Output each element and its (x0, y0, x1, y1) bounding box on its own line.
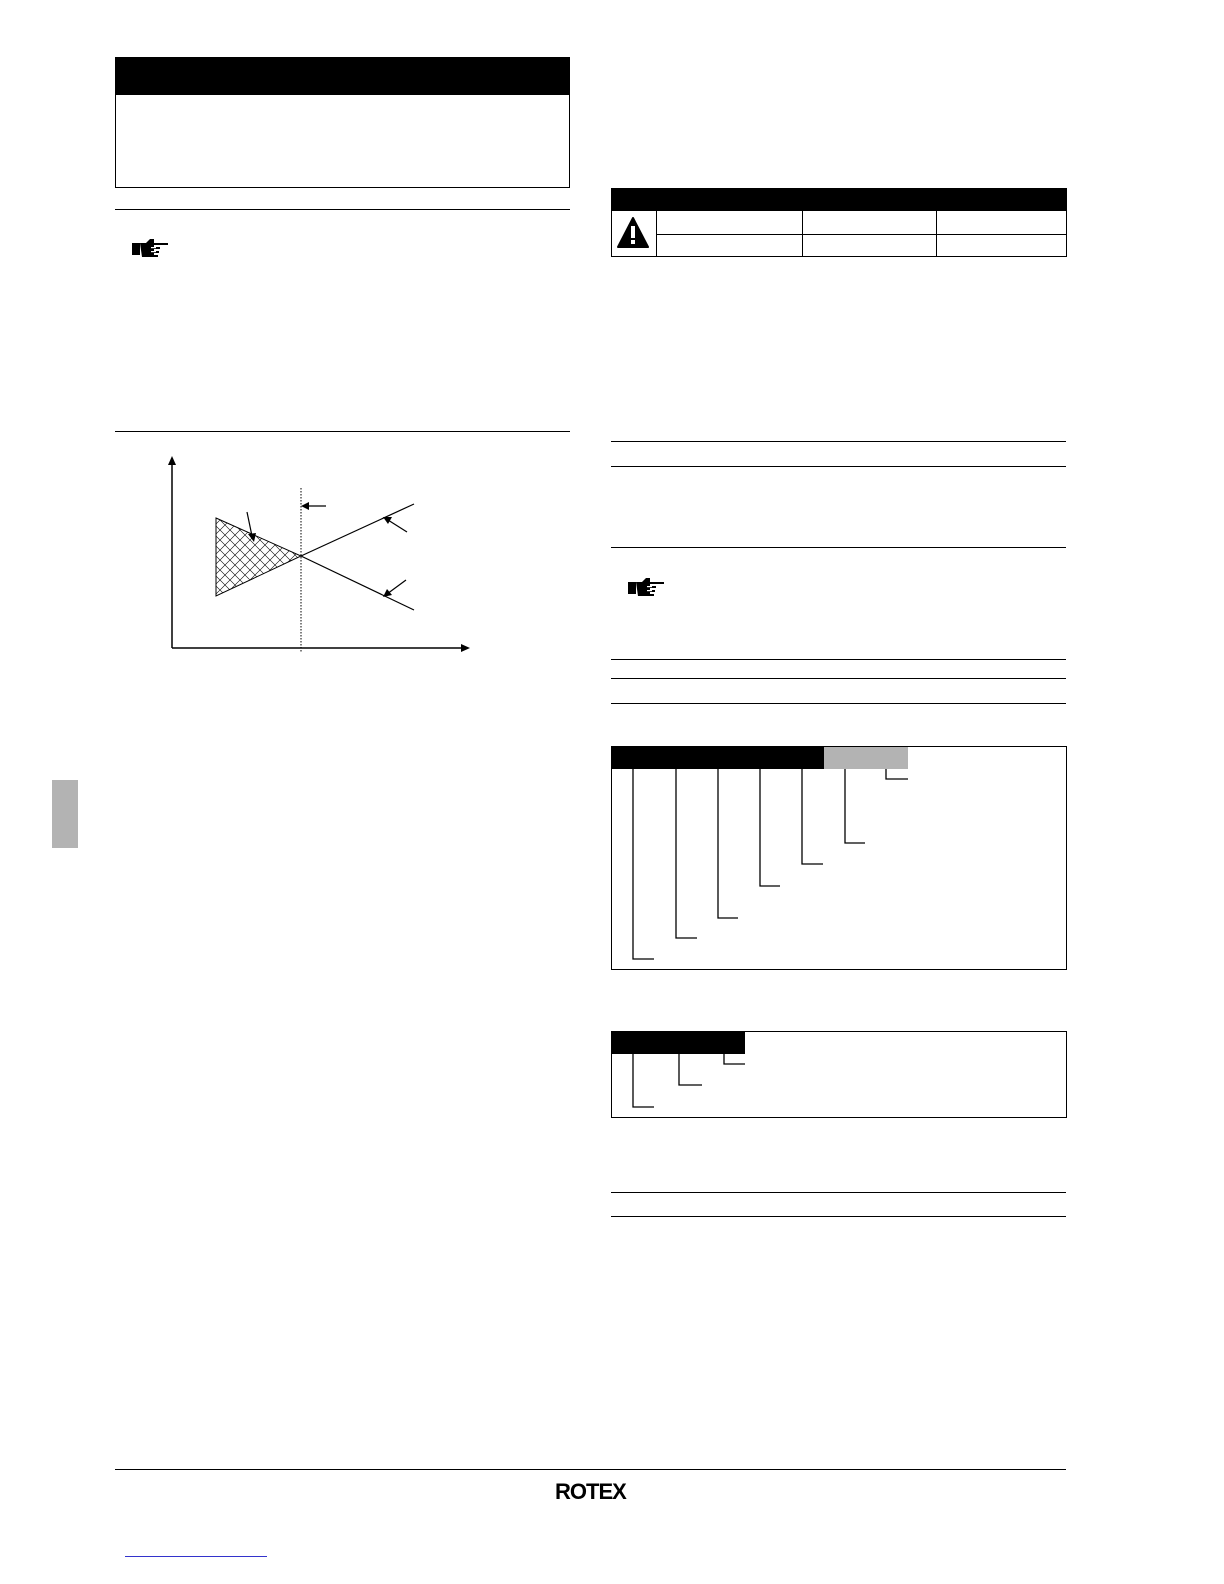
y-axis-arrow-icon (168, 456, 176, 465)
table-row-divider (656, 234, 1066, 235)
section-divider (115, 431, 570, 432)
model-code-breakdown (611, 746, 1067, 970)
warning-table-header (612, 189, 1066, 211)
pointer-arrow-icon (383, 517, 392, 524)
table-column-divider (936, 211, 937, 256)
section-divider (611, 1192, 1066, 1193)
rising-line (301, 504, 414, 556)
section-divider (611, 703, 1066, 704)
caution-panel (115, 57, 570, 188)
pointing-hand-icon (130, 237, 170, 261)
code-leader-lines (612, 1032, 1068, 1119)
code-leader-lines (612, 747, 1068, 971)
warning-triangle-icon (616, 216, 650, 250)
section-divider (611, 1216, 1066, 1217)
side-tab (52, 780, 78, 848)
warning-table (611, 188, 1067, 257)
section-divider (611, 441, 1066, 442)
falling-line (301, 556, 414, 610)
pointer-arrow-icon (383, 589, 392, 597)
pointing-hand-icon (626, 576, 666, 600)
table-column-divider (656, 211, 657, 256)
section-divider (611, 678, 1066, 679)
hatched-region (216, 518, 301, 596)
brand-logo: ROTEX (555, 1479, 626, 1504)
footer-link-underline[interactable] (125, 1556, 267, 1557)
performance-diagram (150, 450, 480, 665)
section-divider (115, 209, 570, 210)
section-divider (611, 547, 1066, 548)
pointer-arrow-icon (301, 502, 309, 510)
caution-panel-header (116, 58, 569, 95)
model-code-breakdown (611, 1031, 1067, 1118)
footer-divider (115, 1469, 1066, 1470)
section-divider (611, 466, 1066, 467)
x-axis-arrow-icon (461, 644, 470, 652)
section-divider (611, 659, 1066, 660)
table-column-divider (802, 211, 803, 256)
